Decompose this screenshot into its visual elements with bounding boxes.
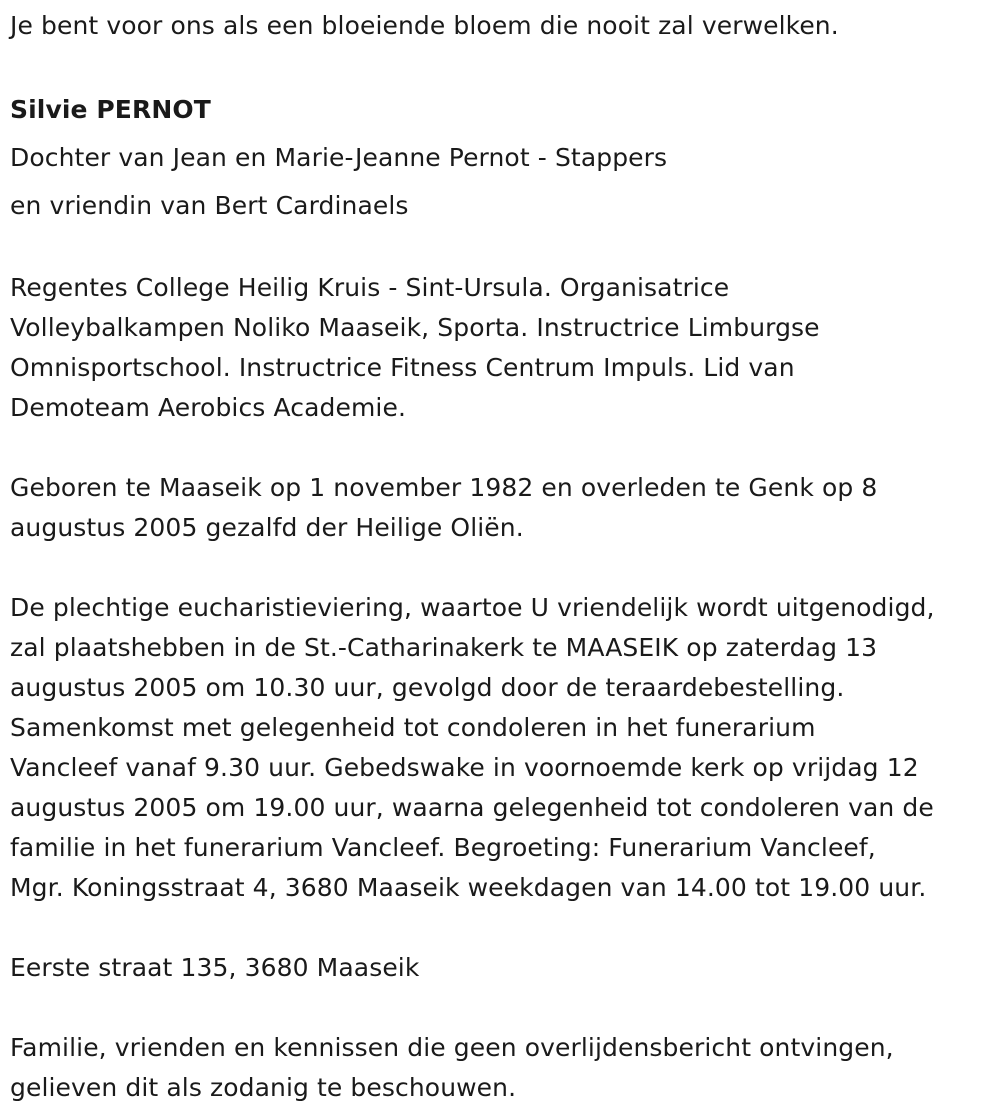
closing-paragraph [10, 1028, 1000, 1108]
birth-death-line: Geboren te Maaseik op 1 november 1982 en overleden te Genk op 8 [10, 473, 878, 502]
career-line: Omnisportschool. Instructrice Fitness Centrum Impuls. Lid van [10, 353, 795, 382]
birth-death-paragraph [10, 468, 1000, 548]
closing-line: Familie, vrienden en kennissen die geen overlijdensbericht ontvingen, [10, 1033, 894, 1062]
career-line: Demoteam Aerobics Academie. [10, 393, 406, 422]
ceremony-line: Samenkomst met gelegenheid tot condoleren in het funerarium [10, 713, 816, 742]
ceremony-line: Vancleef vanaf 9.30 uur. Gebedswake in voornoemde kerk op vrijdag 12 [10, 753, 919, 782]
home-address: Eerste straat 135, 3680 Maaseik [10, 953, 420, 982]
deceased-name: Silvie PERNOT [10, 95, 211, 124]
relation-line: Dochter van Jean en Marie-Jeanne Pernot - Stappers [10, 143, 668, 172]
ceremony-paragraph [10, 588, 1000, 908]
birth-death-line: augustus 2005 gezalfd der Heilige Oliën. [10, 513, 524, 542]
career-line: Volleybalkampen Noliko Maaseik, Sporta. Instructrice Limburgse [10, 313, 820, 342]
ceremony-line: De plechtige eucharistieviering, waartoe U vriendelijk wordt uitgenodigd, [10, 593, 935, 622]
relations-block [10, 134, 1000, 230]
ceremony-line: familie in het funerarium Vancleef. Begroeting: Funerarium Vancleef, [10, 833, 876, 862]
closing-line: gelieven dit als zodanig te beschouwen. [10, 1073, 517, 1102]
ceremony-line: Mgr. Koningsstraat 4, 3680 Maaseik weekdagen van 14.00 tot 19.00 uur. [10, 873, 927, 902]
ceremony-line: augustus 2005 om 10.30 uur, gevolgd door de teraardebestelling. [10, 673, 845, 702]
intro-quote: Je bent voor ons als een bloeiende bloem die nooit zal verwelken. [10, 11, 839, 40]
ceremony-line: augustus 2005 om 19.00 uur, waarna gelegenheid tot condoleren van de [10, 793, 934, 822]
relation-line: en vriendin van Bert Cardinaels [10, 191, 409, 220]
career-paragraph [10, 268, 1000, 428]
ceremony-line: zal plaatshebben in de St.-Catharinakerk te MAASEIK op zaterdag 13 [10, 633, 878, 662]
career-line: Regentes College Heilig Kruis - Sint-Ursula. Organisatrice [10, 273, 730, 302]
